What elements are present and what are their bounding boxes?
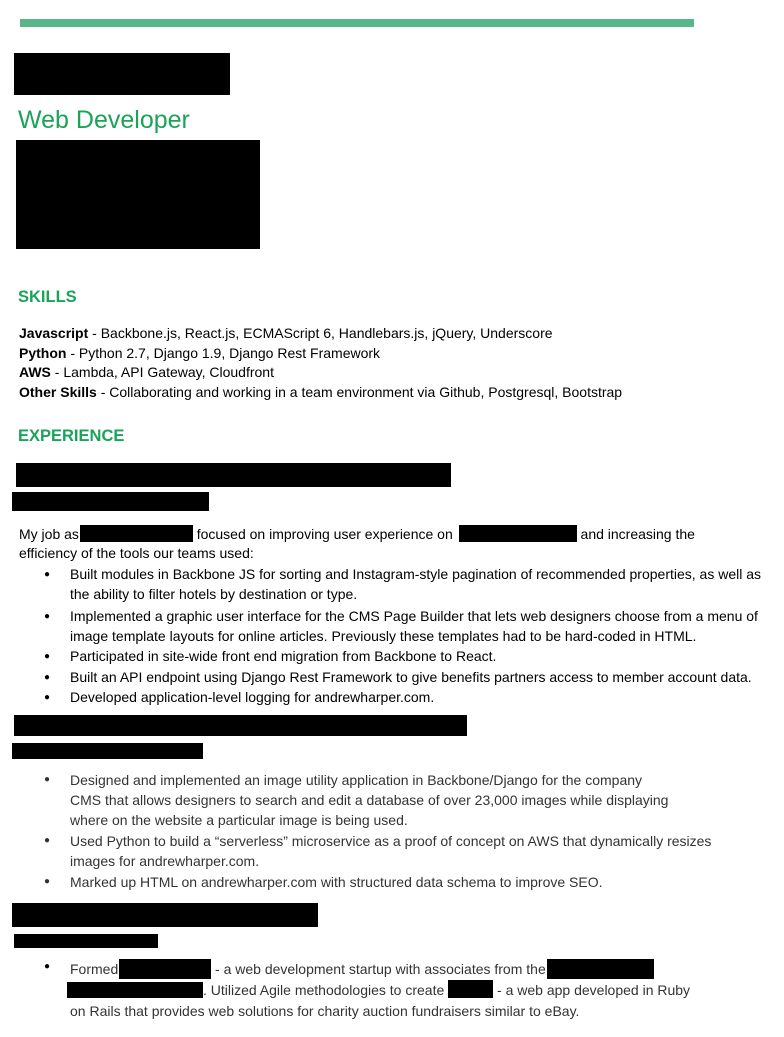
skill-label: Other Skills: [19, 384, 97, 400]
list-item: ● Used Python to build a “serverless” microservice as a proof of concept on AWS that dynamically resizes images for andrewharper.com.: [44, 831, 714, 871]
intro-text: focused on improving user experience on: [196, 526, 453, 542]
redacted-job3-company: [14, 934, 158, 948]
job3-line3: on Rails that provides web solutions for charity auction fundraisers similar to eBay.: [70, 1003, 580, 1019]
job1-bullet-list: [44, 565, 784, 708]
list-item: ● Participated in site-wide front end migration from Backbone to React.: [44, 647, 784, 667]
redacted-contact-info: [16, 140, 260, 249]
redacted-name: [14, 53, 230, 95]
skill-aws: [19, 364, 274, 380]
redacted-job1-title: [16, 463, 451, 487]
redacted-inline: [448, 980, 493, 998]
skill-label: AWS: [19, 364, 51, 380]
redacted-inline: [80, 525, 193, 542]
redacted-inline: [459, 525, 577, 542]
skill-text: - Backbone.js, React.js, ECMAScript 6, Handlebars.js, jQuery, Underscore: [88, 325, 553, 341]
skill-label: Python: [19, 345, 67, 361]
job3-text: Formed: [70, 961, 119, 977]
job3-text: . Utilized Agile methodologies to create: [203, 982, 445, 998]
list-item: ● Marked up HTML on andrewharper.com with structured data schema to improve SEO.: [44, 872, 714, 892]
skill-javascript: [19, 325, 553, 341]
job3-line1: [70, 959, 654, 979]
job3-line2: [67, 980, 690, 998]
skills-heading: SKILLS: [18, 288, 77, 306]
skill-python: [19, 345, 380, 361]
intro-text: My job as: [19, 526, 79, 542]
job2-bullet-list: [44, 770, 714, 892]
job1-intro-line1: [19, 525, 695, 542]
header-accent-bar: [20, 19, 694, 27]
skill-text: - Python 2.7, Django 1.9, Django Rest Framework: [66, 345, 381, 361]
job3-text: - a web development startup with associates from the: [215, 961, 546, 977]
redacted-job3-title: [12, 903, 318, 927]
skill-text: - Lambda, API Gateway, Cloudfront: [50, 364, 274, 380]
list-item: ● Built modules in Backbone JS for sorting and Instagram-style pagination of recommended properties, as well as the ability to filter hotels by destination or type.: [44, 565, 784, 604]
redacted-inline: [547, 959, 654, 979]
list-item: ● Implemented a graphic user interface for the CMS Page Builder that lets web designers choose from a menu of image template layouts for online articles. Previously these templates had to be hard-coded in HTML.: [44, 607, 784, 646]
redacted-job2-company: [12, 743, 203, 759]
skill-text: - Collaborating and working in a team environment via Github, Postgresql, Bootstrap: [96, 384, 623, 400]
list-item: ● Built an API endpoint using Django Rest Framework to give benefits partners access to member account data.: [44, 668, 784, 688]
bullet-dot: ●: [44, 961, 51, 972]
job1-intro-line2: efficiency of the tools our teams used:: [19, 545, 254, 561]
redacted-job1-company: [12, 492, 209, 511]
intro-text: and increasing the: [580, 526, 695, 542]
redacted-job2-title: [14, 715, 467, 736]
redacted-inline: [119, 959, 211, 979]
list-item: ● Developed application-level logging for andrewharper.com.: [44, 688, 784, 708]
job3-text: - a web app developed in Ruby: [497, 982, 691, 998]
job-title: Web Developer: [18, 106, 190, 134]
redacted-inline: [67, 982, 203, 998]
experience-heading: EXPERIENCE: [18, 427, 125, 445]
skill-other: [19, 384, 622, 400]
list-item: ● Designed and implemented an image utility application in Backbone/Django for the company CMS that allows designers to search and edit a database of over 23,000 images while displaying where on the website a particular image is being used.: [44, 770, 670, 830]
skill-label: Javascript: [19, 325, 89, 341]
